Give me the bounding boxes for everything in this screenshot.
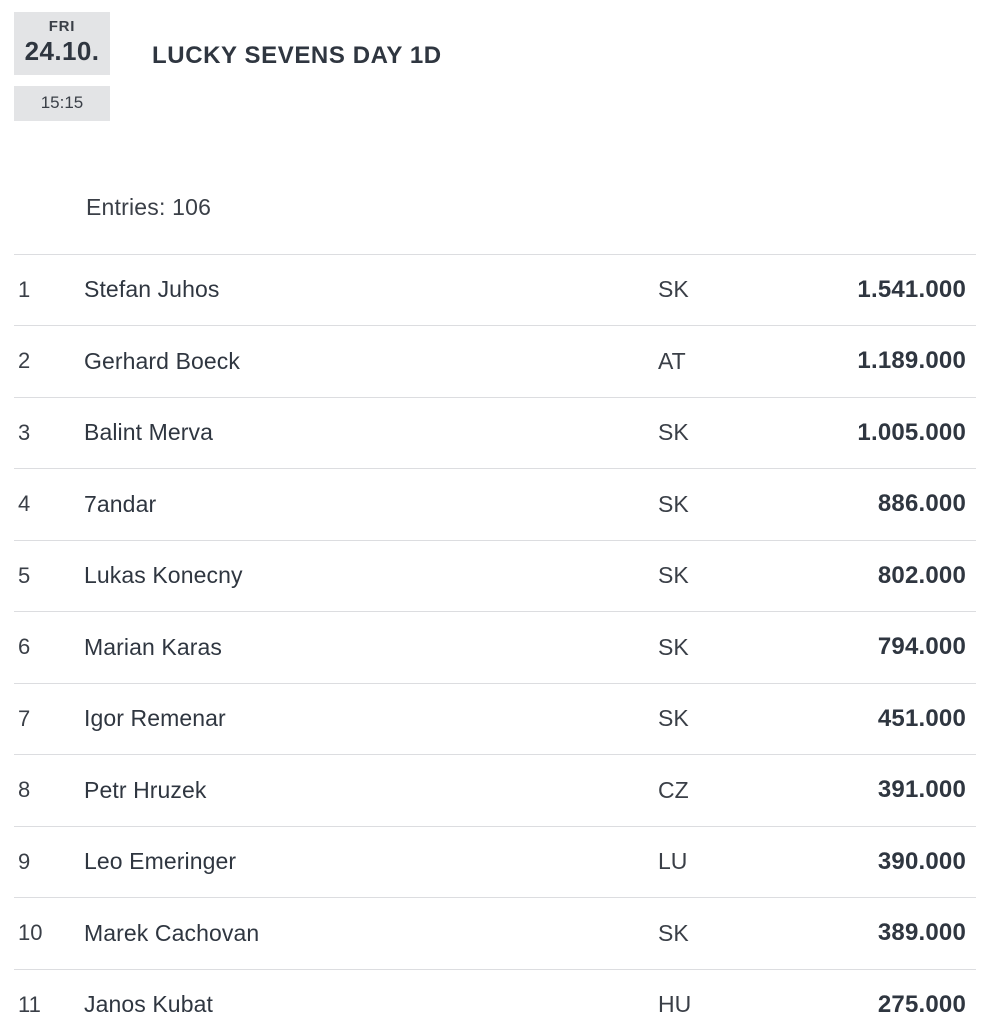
- row-country: HU: [658, 991, 692, 1018]
- row-rank: 8: [18, 777, 31, 803]
- table-row[interactable]: [14, 827, 976, 899]
- row-chips: 1.005.000: [857, 418, 966, 446]
- row-player-name: Petr Hruzek: [84, 776, 207, 803]
- row-rank: 9: [18, 848, 31, 874]
- row-country: LU: [658, 848, 688, 875]
- row-chips: 1.541.000: [857, 275, 966, 303]
- row-player-name: Marian Karas: [84, 633, 222, 660]
- row-rank: 2: [18, 348, 31, 374]
- row-player-name: Janos Kubat: [84, 991, 213, 1018]
- row-country: SK: [658, 919, 689, 946]
- row-chips: 389.000: [877, 919, 966, 947]
- row-chips: 794.000: [877, 633, 966, 661]
- event-time: 15:15: [14, 86, 110, 121]
- row-chips: 275.000: [877, 990, 966, 1018]
- row-chips: 390.000: [877, 847, 966, 875]
- row-player-name: Gerhard Boeck: [84, 347, 240, 374]
- row-player-name: Balint Merva: [84, 419, 214, 446]
- table-row[interactable]: [14, 612, 976, 684]
- row-country: SK: [658, 633, 689, 660]
- table-row[interactable]: [14, 469, 976, 541]
- row-country: SK: [658, 419, 689, 446]
- table-row[interactable]: [14, 326, 976, 398]
- row-chips: 886.000: [877, 490, 966, 518]
- row-rank: 1: [18, 276, 31, 302]
- row-country: SK: [658, 705, 689, 732]
- ranking-table: [14, 254, 976, 1024]
- row-chips: 1.189.000: [857, 347, 966, 375]
- row-rank: 11: [18, 991, 41, 1017]
- table-row[interactable]: [14, 255, 976, 327]
- event-date: 24.10.: [24, 35, 100, 66]
- row-rank: 10: [18, 920, 43, 946]
- row-country: AT: [658, 347, 686, 374]
- row-rank: 7: [18, 705, 31, 731]
- table-row[interactable]: [14, 898, 976, 970]
- row-player-name: Leo Emeringer: [84, 848, 237, 875]
- table-row[interactable]: [14, 755, 976, 827]
- page-title: LUCKY SEVENS DAY 1D: [152, 42, 442, 69]
- row-rank: 6: [18, 634, 31, 660]
- table-row[interactable]: [14, 398, 976, 470]
- entries-count: Entries: 106: [86, 193, 212, 220]
- table-row[interactable]: [14, 970, 976, 1024]
- row-player-name: 7andar: [84, 490, 157, 517]
- table-row[interactable]: [14, 684, 976, 756]
- row-country: CZ: [658, 776, 689, 803]
- row-rank: 3: [18, 419, 31, 445]
- event-date-block: [14, 12, 110, 121]
- row-country: SK: [658, 490, 689, 517]
- row-rank: 5: [18, 562, 31, 588]
- row-player-name: Marek Cachovan: [84, 919, 260, 946]
- row-player-name: Stefan Juhos: [84, 276, 220, 303]
- row-player-name: Igor Remenar: [84, 705, 226, 732]
- row-player-name: Lukas Konecny: [84, 562, 243, 589]
- event-date-badge: [14, 12, 110, 75]
- table-row[interactable]: [14, 541, 976, 613]
- row-chips: 451.000: [877, 704, 966, 732]
- row-country: SK: [658, 276, 689, 303]
- event-header: [0, 0, 990, 121]
- row-chips: 802.000: [877, 561, 966, 589]
- row-chips: 391.000: [877, 776, 966, 804]
- row-rank: 4: [18, 491, 31, 517]
- event-day-of-week: FRI: [48, 18, 76, 35]
- row-country: SK: [658, 562, 689, 589]
